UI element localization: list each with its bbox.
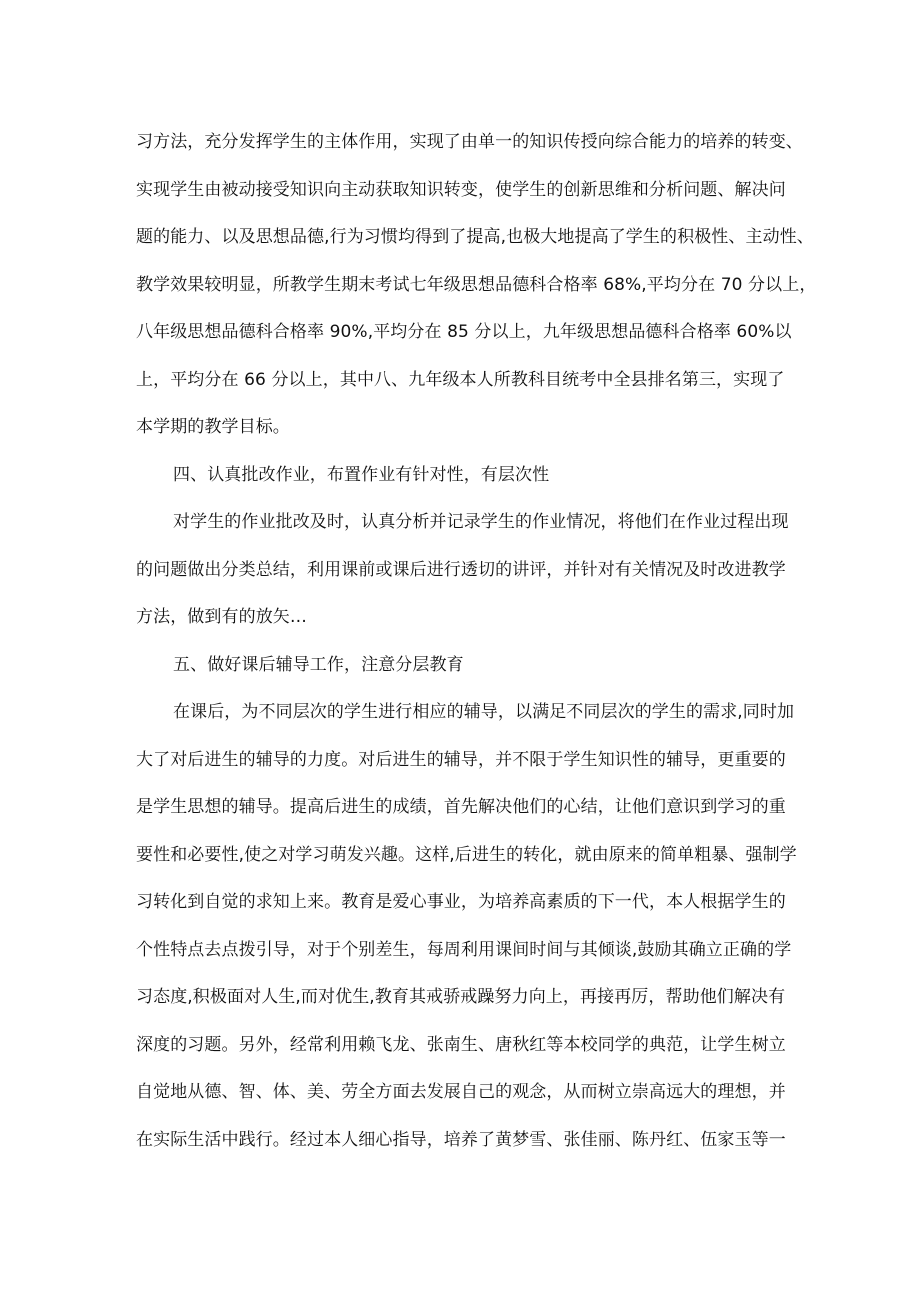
text-line: 大了对后进生的辅导的力度。对后进生的辅导，并不限于学生知识性的辅导，更重要的 <box>136 749 786 770</box>
text-line: 深度的习题。另外，经常利用赖飞龙、张南生、唐秋红等本校同学的典范，让学生树立 <box>136 1034 786 1055</box>
text-line: 上，平均分在 66 分以上，其中八、九年级本人所教科目统考中全县排名第三，实现了 <box>136 369 785 390</box>
text-line: 教学效果较明显，所教学生期末考试七年级思想品德科合格率 68%,平均分在 70 分以上， <box>136 274 817 295</box>
text-line: 个性特点去点拨引导，对于个别差生，每周利用课间时间与其倾谈,鼓励其确立正确的学 <box>136 939 792 960</box>
section-heading: 四、认真批改作业，布置作业有针对性，有层次性 <box>173 464 550 485</box>
text-line: 习态度,积极面对人生,而对优生,教育其戒骄戒躁努力向上，再接再厉，帮助他们解决有 <box>136 987 786 1007</box>
text-line: 是学生思想的辅导。提高后进生的成绩，首先解决他们的心结，让他们意识到学习的重 <box>136 797 786 817</box>
text-line: 自觉地从德、智、体、美、劳全方面去发展自己的观念，从而树立崇高远大的理想，并 <box>136 1082 786 1102</box>
text-line: 习方法，充分发挥学生的主体作用，实现了由单一的知识传授向综合能力的培养的转变、 <box>136 132 803 152</box>
text-line: 八年级思想品德科合格率 90%,平均分在 85 分以上，九年级思想品德科合格率 60%以 <box>136 322 792 342</box>
text-line: 在实际生活中践行。经过本人细心指导，培养了黄梦雪、张佳丽、陈丹红、伍家玉等一 <box>136 1129 786 1150</box>
text-line: 题的能力、以及思想品德,行为习惯均得到了提高,也极大地提高了学生的积极性、主动性、 <box>136 227 814 247</box>
document-body <box>136 126 817 1171</box>
paragraph-first-line: 对学生的作业批改及时，认真分析并记录学生的作业情况，将他们在作业过程出现 <box>173 512 789 532</box>
text-line: 习转化到自觉的求知上来。教育是爱心事业，为培养高素质的下一代，本人根据学生的 <box>136 892 786 912</box>
text-line: 的问题做出分类总结，利用课前或课后进行透切的讲评，并针对有关情况及时改进教学 <box>136 559 786 580</box>
paragraph-first-line: 在课后，为不同层次的学生进行相应的辅导，以满足不同层次的学生的需求,同时加 <box>173 702 795 722</box>
text-line: 实现学生由被动接受知识向主动获取知识转变，使学生的创新思维和分析问题、解决问 <box>136 179 786 200</box>
text-line: 要性和必要性,使之对学习萌发兴趣。这样,后进生的转化，就由原来的简单粗暴、强制学 <box>136 844 797 865</box>
section-heading: 五、做好课后辅导工作，注意分层教育 <box>173 654 464 675</box>
text-line: 方法，做到有的放矢… <box>136 607 307 627</box>
text-line: 本学期的教学目标。 <box>136 417 290 437</box>
